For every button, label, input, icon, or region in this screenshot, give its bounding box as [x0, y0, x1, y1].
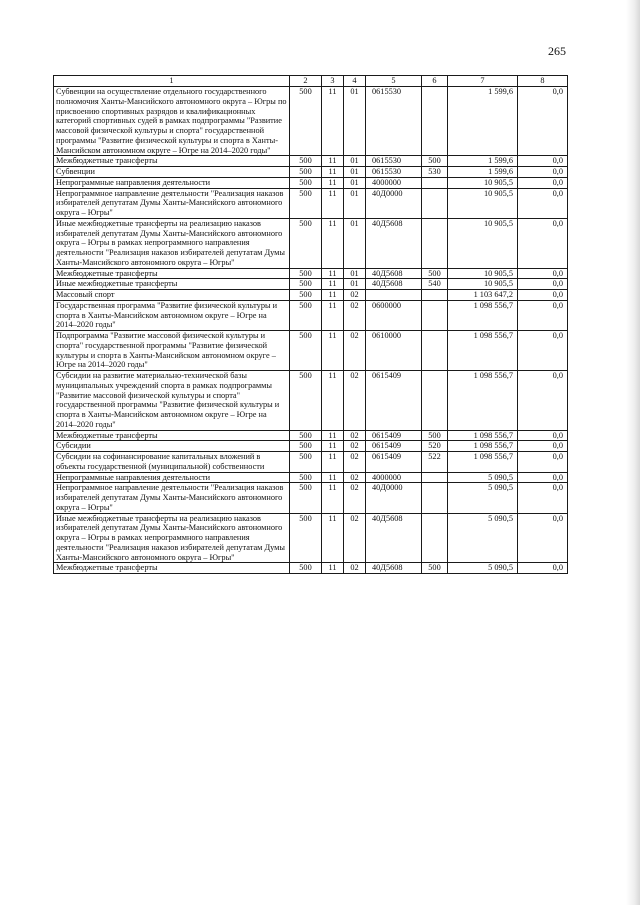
table-row: [54, 167, 568, 178]
row-amount: 5 090,5: [448, 563, 518, 574]
table-row: [54, 156, 568, 167]
row-amount-2: 0,0: [518, 188, 568, 218]
header-cell: 8: [518, 76, 568, 87]
row-description: Субсидии на софинансирование капитальных вложений в объекты государственной (муниципальной) собственности: [54, 452, 290, 473]
row-description: Непрограммное направление деятельности "Реализация наказов избирателей депутатам Думы Ханты-Мансийского автономного округа – Югры": [54, 483, 290, 513]
row-amount: 1 599,6: [448, 87, 518, 156]
row-expense-type: [422, 371, 448, 431]
row-ministry-code: 500: [290, 513, 322, 563]
table-header-row: [54, 76, 568, 87]
row-section: 11: [322, 87, 344, 156]
row-description: Субсидии: [54, 441, 290, 452]
row-expense-type: 522: [422, 452, 448, 473]
header-cell: 6: [422, 76, 448, 87]
row-expense-type: 500: [422, 268, 448, 279]
row-section: 11: [322, 563, 344, 574]
row-target-article: 40Д5608: [366, 218, 422, 268]
row-amount-2: 0,0: [518, 218, 568, 268]
row-target-article: 40Д0000: [366, 188, 422, 218]
table-row: [54, 452, 568, 473]
row-amount-2: 0,0: [518, 156, 568, 167]
row-target-article: [366, 290, 422, 301]
row-description: Межбюджетные трансферты: [54, 156, 290, 167]
row-target-article: 40Д5608: [366, 513, 422, 563]
row-amount: 5 090,5: [448, 472, 518, 483]
row-expense-type: [422, 331, 448, 371]
row-target-article: 0610000: [366, 331, 422, 371]
row-amount: 5 090,5: [448, 513, 518, 563]
row-target-article: 40Д5608: [366, 268, 422, 279]
row-section: 11: [322, 218, 344, 268]
row-section: 11: [322, 300, 344, 330]
row-amount: 1 098 556,7: [448, 331, 518, 371]
row-subsection: 02: [344, 563, 366, 574]
row-ministry-code: 500: [290, 563, 322, 574]
header-cell: 3: [322, 76, 344, 87]
row-amount: 5 090,5: [448, 483, 518, 513]
row-amount: 1 098 556,7: [448, 452, 518, 473]
header-cell: 1: [54, 76, 290, 87]
table-row: [54, 513, 568, 563]
row-description: Субвенции: [54, 167, 290, 178]
row-section: 11: [322, 371, 344, 431]
row-amount-2: 0,0: [518, 563, 568, 574]
table-row: [54, 279, 568, 290]
row-amount-2: 0,0: [518, 290, 568, 301]
row-subsection: 02: [344, 513, 366, 563]
row-target-article: 0615530: [366, 87, 422, 156]
row-ministry-code: 500: [290, 472, 322, 483]
row-amount: 1 098 556,7: [448, 430, 518, 441]
row-ministry-code: 500: [290, 441, 322, 452]
row-description: Непрограммные направления деятельности: [54, 472, 290, 483]
row-description: Государственная программа "Развитие физической культуры и спорта в Ханты-Мансийском автономном округе – Югре на 2014–2020 годы": [54, 300, 290, 330]
row-ministry-code: 500: [290, 371, 322, 431]
row-subsection: 02: [344, 483, 366, 513]
row-expense-type: 500: [422, 563, 448, 574]
row-expense-type: [422, 177, 448, 188]
scan-edge: [626, 0, 640, 905]
row-ministry-code: 500: [290, 290, 322, 301]
row-expense-type: 500: [422, 430, 448, 441]
row-subsection: 02: [344, 452, 366, 473]
row-section: 11: [322, 452, 344, 473]
row-description: Межбюджетные трансферты: [54, 268, 290, 279]
table-row: [54, 371, 568, 431]
row-section: 11: [322, 268, 344, 279]
table-row: [54, 483, 568, 513]
row-subsection: 01: [344, 87, 366, 156]
row-amount: 10 905,5: [448, 279, 518, 290]
budget-table: [53, 75, 568, 574]
row-target-article: 0615409: [366, 441, 422, 452]
row-ministry-code: 500: [290, 188, 322, 218]
row-section: 11: [322, 290, 344, 301]
row-amount-2: 0,0: [518, 452, 568, 473]
row-description: Субвенции на осуществление отдельного государственного полномочия Ханты-Мансийского автономного округа – Югры по присвоению спортивных разрядов и квалификационных категорий спортивных судей в рамках подпрограммы "Развитие массовой физической культуры и спорта" государственной программы "Развитие физической культуры и спорта в Ханты-Мансийском автономном округе – Югре на 2014–2020 годы": [54, 87, 290, 156]
row-subsection: 01: [344, 188, 366, 218]
row-amount-2: 0,0: [518, 430, 568, 441]
row-ministry-code: 500: [290, 177, 322, 188]
row-subsection: 01: [344, 167, 366, 178]
row-amount-2: 0,0: [518, 513, 568, 563]
row-expense-type: [422, 300, 448, 330]
row-section: 11: [322, 513, 344, 563]
row-target-article: 4000000: [366, 177, 422, 188]
row-amount-2: 0,0: [518, 483, 568, 513]
row-ministry-code: 500: [290, 218, 322, 268]
row-subsection: 01: [344, 279, 366, 290]
row-target-article: 0615409: [366, 371, 422, 431]
row-expense-type: [422, 290, 448, 301]
row-ministry-code: 500: [290, 331, 322, 371]
table-row: [54, 300, 568, 330]
row-ministry-code: 500: [290, 87, 322, 156]
row-amount: 10 905,5: [448, 188, 518, 218]
row-ministry-code: 500: [290, 483, 322, 513]
row-subsection: 01: [344, 268, 366, 279]
header-cell: 5: [366, 76, 422, 87]
row-expense-type: 530: [422, 167, 448, 178]
row-section: 11: [322, 156, 344, 167]
row-expense-type: 520: [422, 441, 448, 452]
row-ministry-code: 500: [290, 268, 322, 279]
row-section: 11: [322, 472, 344, 483]
row-amount-2: 0,0: [518, 87, 568, 156]
row-amount: 1 098 556,7: [448, 300, 518, 330]
row-section: 11: [322, 483, 344, 513]
table-row: [54, 87, 568, 156]
row-section: 11: [322, 441, 344, 452]
table-row: [54, 430, 568, 441]
row-expense-type: 540: [422, 279, 448, 290]
row-section: 11: [322, 167, 344, 178]
table-row: [54, 563, 568, 574]
row-amount-2: 0,0: [518, 441, 568, 452]
row-description: Межбюджетные трансферты: [54, 430, 290, 441]
row-ministry-code: 500: [290, 430, 322, 441]
row-amount-2: 0,0: [518, 279, 568, 290]
row-description: Иные межбюджетные трансферты на реализацию наказов избирателей депутатам Думы Ханты-Мансийского автономного округа – Югры в рамках непрограммного направления деятельности "Реализация наказов избирателей депутатам Думы Ханты-Мансийского автономного округа – Югры": [54, 513, 290, 563]
row-target-article: 40Д5608: [366, 563, 422, 574]
table-row: [54, 331, 568, 371]
row-amount-2: 0,0: [518, 268, 568, 279]
header-cell: 4: [344, 76, 366, 87]
row-subsection: 02: [344, 472, 366, 483]
row-description: Подпрограмма "Развитие массовой физической культуры и спорта" государственной программы "Развитие физической культуры и спорта в Ханты-Мансийском автономном округе – Югре на 2014–2020 годы": [54, 331, 290, 371]
table-row: [54, 218, 568, 268]
row-amount: 1 599,6: [448, 156, 518, 167]
row-description: Иные межбюджетные трансферты на реализацию наказов избирателей депутатам Думы Ханты-Мансийского автономного округа – Югры в рамках непрограммного направления деятельности "Реализация наказов избирателей депутатам Думы Ханты-Мансийского автономного округа – Югры": [54, 218, 290, 268]
row-section: 11: [322, 331, 344, 371]
row-subsection: 01: [344, 156, 366, 167]
row-description: Иные межбюджетные трансферты: [54, 279, 290, 290]
row-amount: 10 905,5: [448, 177, 518, 188]
row-target-article: 0615530: [366, 167, 422, 178]
row-target-article: 0615409: [366, 452, 422, 473]
row-subsection: 02: [344, 430, 366, 441]
row-section: 11: [322, 430, 344, 441]
row-subsection: 02: [344, 331, 366, 371]
row-ministry-code: 500: [290, 167, 322, 178]
table-row: [54, 188, 568, 218]
row-section: 11: [322, 177, 344, 188]
row-target-article: 40Д5608: [366, 279, 422, 290]
row-amount-2: 0,0: [518, 371, 568, 431]
table-row: [54, 441, 568, 452]
row-expense-type: 500: [422, 156, 448, 167]
row-ministry-code: 500: [290, 452, 322, 473]
row-target-article: 0615409: [366, 430, 422, 441]
table-row: [54, 177, 568, 188]
row-description: Непрограммные направления деятельности: [54, 177, 290, 188]
row-expense-type: [422, 483, 448, 513]
row-description: Межбюджетные трансферты: [54, 563, 290, 574]
row-subsection: 02: [344, 371, 366, 431]
row-expense-type: [422, 472, 448, 483]
page-number: 265: [548, 44, 566, 58]
row-amount: 1 103 647,2: [448, 290, 518, 301]
table-row: [54, 268, 568, 279]
header-cell: 2: [290, 76, 322, 87]
row-ministry-code: 500: [290, 279, 322, 290]
row-description: Непрограммное направление деятельности "Реализация наказов избирателей депутатам Думы Ханты-Мансийского автономного округа – Югры": [54, 188, 290, 218]
row-amount: 1 599,6: [448, 167, 518, 178]
row-ministry-code: 500: [290, 156, 322, 167]
row-amount-2: 0,0: [518, 300, 568, 330]
row-amount-2: 0,0: [518, 167, 568, 178]
row-amount: 1 098 556,7: [448, 441, 518, 452]
row-amount: 1 098 556,7: [448, 371, 518, 431]
row-amount: 10 905,5: [448, 268, 518, 279]
row-expense-type: [422, 513, 448, 563]
row-expense-type: [422, 188, 448, 218]
row-section: 11: [322, 188, 344, 218]
row-amount-2: 0,0: [518, 472, 568, 483]
row-description: Массовый спорт: [54, 290, 290, 301]
row-amount-2: 0,0: [518, 177, 568, 188]
table-row: [54, 472, 568, 483]
table-row: [54, 290, 568, 301]
row-subsection: 01: [344, 177, 366, 188]
row-target-article: 40Д0000: [366, 483, 422, 513]
row-amount-2: 0,0: [518, 331, 568, 371]
row-section: 11: [322, 279, 344, 290]
row-expense-type: [422, 87, 448, 156]
row-description: Субсидии на развитие материально-технической базы муниципальных учреждений спорта в рамках подпрограммы "Развитие массовой физической культуры и спорта" государственной программы "Развитие физической культуры и спорта в Ханты-Мансийском автономном округе – Югре на 2014–2020 годы": [54, 371, 290, 431]
row-subsection: 02: [344, 441, 366, 452]
header-cell: 7: [448, 76, 518, 87]
row-expense-type: [422, 218, 448, 268]
row-target-article: 4000000: [366, 472, 422, 483]
row-target-article: 0615530: [366, 156, 422, 167]
table-body: [54, 87, 568, 574]
row-subsection: 01: [344, 218, 366, 268]
row-subsection: 02: [344, 290, 366, 301]
row-subsection: 02: [344, 300, 366, 330]
row-amount: 10 905,5: [448, 218, 518, 268]
row-ministry-code: 500: [290, 300, 322, 330]
row-target-article: 0600000: [366, 300, 422, 330]
